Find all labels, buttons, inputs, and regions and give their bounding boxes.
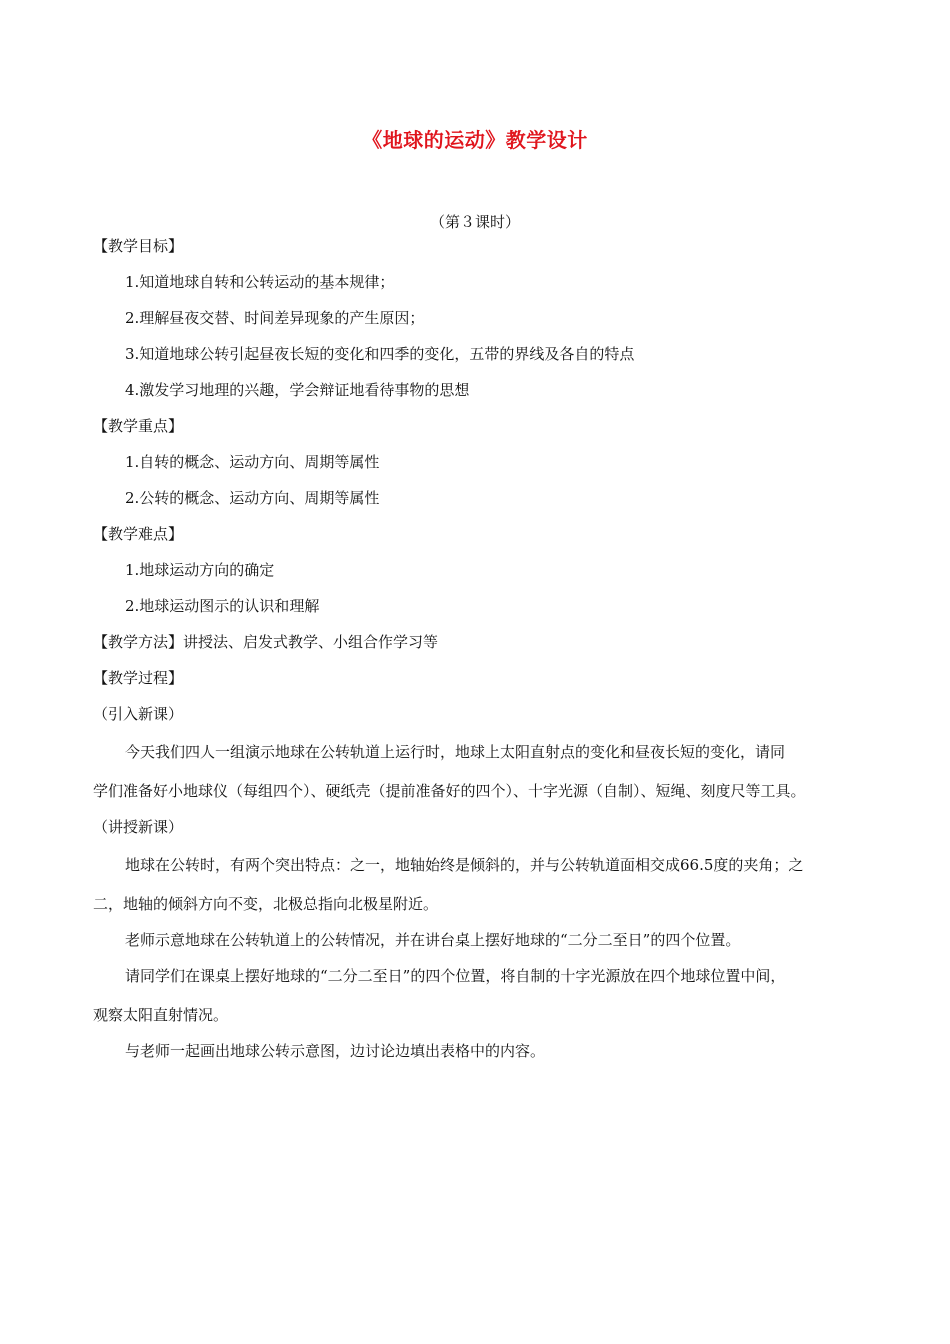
- new-paragraph-1-line-2: 二，地轴的倾斜方向不变，北极总指向北极星附近。: [93, 895, 439, 913]
- new-paragraph-3-line-2: 观察太阳直射情况。: [93, 1006, 229, 1024]
- intro-paragraph-line-1: 今天我们四人一组演示地球在公转轨道上运行时，地球上太阳直射点的变化和昼夜长短的变化，请同: [125, 743, 786, 761]
- document-title: 《地球的运动》教学设计: [362, 128, 588, 152]
- methods-line: [93, 632, 438, 652]
- difficulties-heading: 【教学难点】: [93, 525, 184, 543]
- key-points-heading: 【教学重点】: [93, 417, 184, 435]
- new-paragraph-3-line-1: 请同学们在课桌上摆好地球的“二分二至日”的四个位置，将自制的十字光源放在四个地球位置中间，: [125, 967, 786, 985]
- difficulty-item-2: 2.地球运动图示的认识和理解: [125, 597, 320, 615]
- key-point-item-2: 2.公转的概念、运动方向、周期等属性: [125, 489, 380, 507]
- new-paragraph-2: 老师示意地球在公转轨道上的公转情况，并在讲台桌上摆好地球的“二分二至日”的四个位置。: [125, 931, 741, 949]
- objective-item-3: 3.知道地球公转引起昼夜长短的变化和四季的变化，五带的界线及各自的特点: [125, 345, 635, 363]
- intro-label: （引入新课）: [93, 705, 184, 723]
- objectives-heading: 【教学目标】: [93, 237, 184, 255]
- methods-text: 讲授法、启发式教学、小组合作学习等: [183, 633, 439, 651]
- new-paragraph-1-line-1: 地球在公转时，有两个突出特点：之一，地轴始终是倾斜的，并与公转轨道面相交成66.5度的夹角；之: [125, 856, 804, 874]
- new-lesson-label: （讲授新课）: [93, 818, 184, 836]
- methods-heading: 【教学方法】: [93, 633, 184, 651]
- objective-item-2: 2.理解昼夜交替、时间差异现象的产生原因；: [125, 309, 425, 327]
- lesson-number: （第３课时）: [429, 213, 520, 231]
- new-paragraph-4: 与老师一起画出地球公转示意图，边讨论边填出表格中的内容。: [125, 1042, 546, 1060]
- intro-paragraph-line-2: 学们准备好小地球仪（每组四个）、硬纸壳（提前准备好的四个）、十字光源（自制）、短绳、刻度尺等工具。: [93, 782, 806, 800]
- key-point-item-1: 1.自转的概念、运动方向、周期等属性: [125, 453, 380, 471]
- objective-item-1: 1.知道地球自转和公转运动的基本规律；: [125, 273, 395, 291]
- objective-item-4: 4.激发学习地理的兴趣，学会辩证地看待事物的思想: [125, 381, 470, 399]
- difficulty-item-1: 1.地球运动方向的确定: [125, 561, 275, 579]
- process-heading: 【教学过程】: [93, 669, 184, 687]
